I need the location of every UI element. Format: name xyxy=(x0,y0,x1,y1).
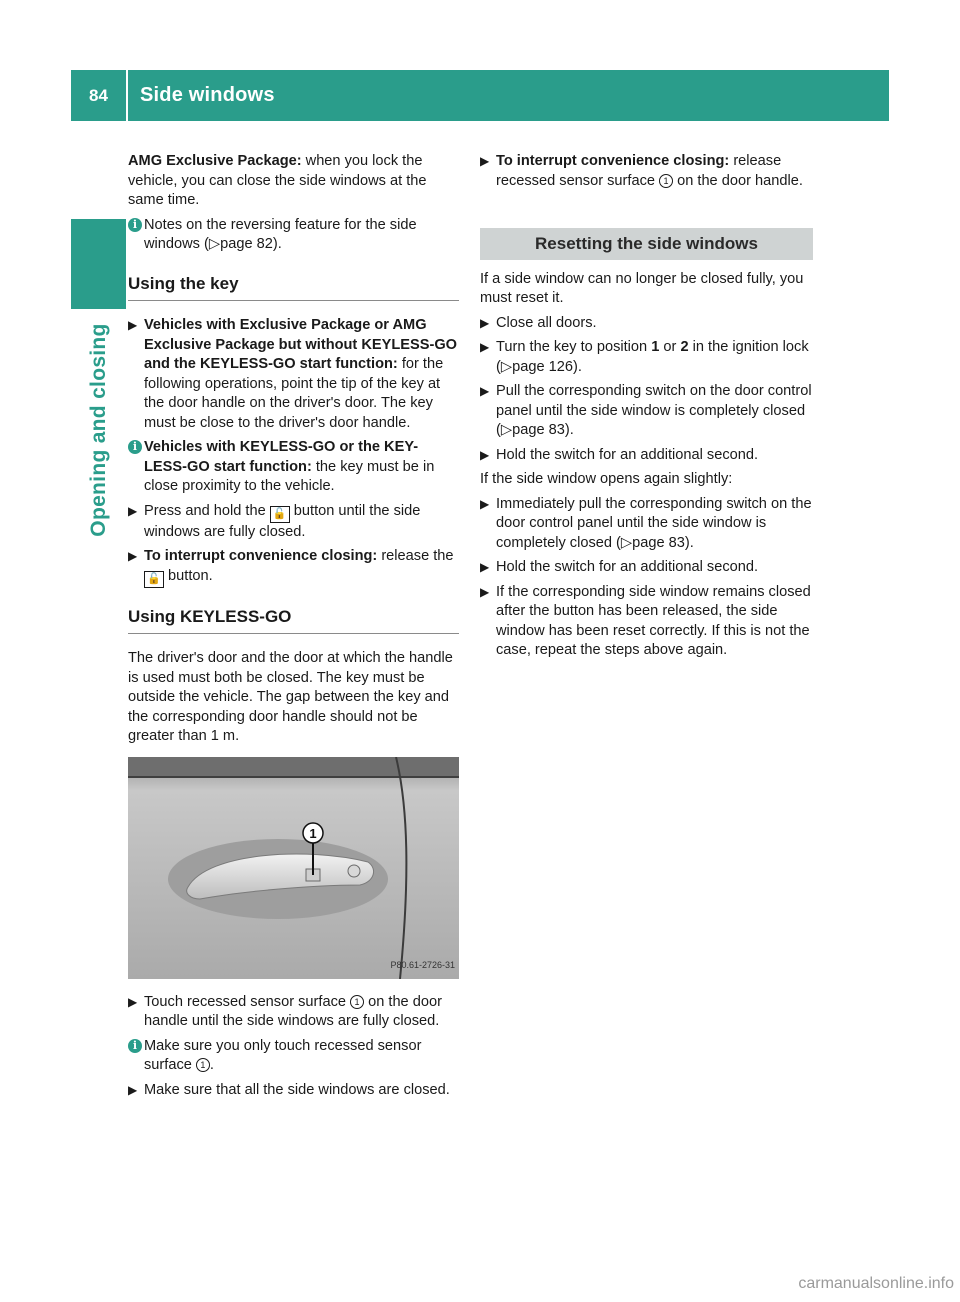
heading-resetting: Resetting the side windows xyxy=(480,228,813,260)
arrow-icon: ▶ xyxy=(480,154,490,168)
heading-using-key: Using the key xyxy=(128,274,459,302)
ref-arrow-icon: ▷ xyxy=(500,358,513,375)
circled-one-icon: 1 xyxy=(659,174,673,188)
page-link[interactable]: page 83 xyxy=(632,534,685,551)
step-pull-switch: ▶ Pull the corresponding switch on the door control panel until the side window is completely closed (▷page 83). xyxy=(480,383,812,438)
arrow-icon: ▶ xyxy=(128,994,138,1009)
side-tab-marker xyxy=(71,219,126,309)
circled-one-icon: 1 xyxy=(196,1058,210,1072)
amg-paragraph: AMG Exclusive Package: when you lock the vehicle, you can close the side windows at the same time. xyxy=(128,153,427,208)
info-icon: i xyxy=(128,440,142,454)
lock-button-icon: 🔓 xyxy=(270,506,290,523)
info-icon: i xyxy=(128,218,142,232)
arrow-icon: ▶ xyxy=(128,318,138,332)
page-link[interactable]: page 126 xyxy=(512,358,573,375)
arrow-icon: ▶ xyxy=(480,315,490,330)
arrow-icon: ▶ xyxy=(480,447,490,462)
page-title: Side windows xyxy=(140,84,275,106)
step-if-remains-closed: ▶ If the corresponding side window remains closed after the button has been released, the side window has been reset correctly. If this is not the case, repeat the steps above again. xyxy=(480,583,811,658)
reopen-paragraph: If the side window opens again slightly: xyxy=(480,471,733,487)
heading-using-keyless-go: Using KEYLESS-GO xyxy=(128,607,459,635)
step-interrupt: ▶ To interrupt convenience closing: release the 🔓 button. xyxy=(128,547,459,588)
arrow-icon: ▶ xyxy=(128,503,138,518)
arrow-icon: ▶ xyxy=(480,584,490,599)
step-check-closed: ▶ Make sure that all the side windows are closed. xyxy=(128,1081,459,1101)
reset-intro: If a side window can no longer be closed fully, you must reset it. xyxy=(480,270,804,306)
left-column xyxy=(128,152,459,1105)
step-turn-key: ▶ Turn the key to position 1 or 2 in the ignition lock (▷page 126). xyxy=(480,339,809,375)
circled-one-icon: 1 xyxy=(350,995,364,1009)
ref-arrow-icon: ▷ xyxy=(208,236,221,252)
step-touch-sensor: ▶ Touch recessed sensor surface 1 on the door handle until the side windows are fully closed. xyxy=(128,993,442,1029)
step-immediately-pull: ▶ Immediately pull the corresponding switch on the door control panel until the side window is completely closed (▷page 83). xyxy=(480,495,812,551)
keyless-paragraph: The driver's door and the door at which the handle is used must both be closed. The key must be outside the vehicle. The gap between the key and the corresponding door handle should not be greater than 1 m. xyxy=(128,650,453,744)
chapter-label: Opening and closing xyxy=(87,323,110,537)
door-handle-figure xyxy=(128,757,459,979)
arrow-icon: ▶ xyxy=(128,1082,138,1097)
page-number: 84 xyxy=(89,85,108,105)
step-press-hold: ▶ Press and hold the 🔓 button until the side windows are fully closed. xyxy=(128,502,421,540)
info-icon: i xyxy=(128,1039,142,1053)
callout-1: 1 xyxy=(309,825,317,841)
figure-code: P80.61-2726-31 xyxy=(390,960,455,970)
note-sensor: i Make sure you only touch recessed sensor surface 1 . xyxy=(128,1037,459,1076)
ref-arrow-icon: ▷ xyxy=(500,422,513,438)
step-hold-switch: ▶ Hold the switch for an additional second. xyxy=(480,446,813,466)
page-link[interactable]: page 83 xyxy=(512,422,565,438)
note-reversing: i Notes on the reversing feature for the side windows (▷page 82). xyxy=(128,216,459,255)
step-hold-switch-again: ▶ Hold the switch for an additional second. xyxy=(480,558,813,578)
step-close-doors: ▶ Close all doors. xyxy=(480,314,813,334)
note-keyless-go: i Vehicles with KEYLESS-GO or the KEY-LESS-GO start function: the key must be in close proximity to the vehicle. xyxy=(128,438,459,497)
arrow-icon: ▶ xyxy=(480,384,490,398)
watermark: carmanualsonline.info xyxy=(798,1275,954,1292)
arrow-icon: ▶ xyxy=(480,560,490,574)
step-interrupt-sensor: ▶ To interrupt convenience closing: release recessed sensor surface 1 on the door handle. xyxy=(480,153,803,189)
lock-button-icon: 🔓 xyxy=(144,571,164,588)
right-column xyxy=(480,152,813,666)
ref-arrow-icon: ▷ xyxy=(620,534,633,551)
arrow-icon: ▶ xyxy=(480,340,490,354)
header-separator xyxy=(126,70,128,121)
arrow-icon: ▶ xyxy=(480,496,490,511)
step-exclusive-package: ▶ Vehicles with Exclusive Package or AMG Exclusive Package but without KEYLESS-GO and the KEYLESS-GO start function: for the following operations, point the tip of the key at the door handle on the driver's door. The key must be close to the driver's door handle. xyxy=(128,317,458,431)
arrow-icon: ▶ xyxy=(128,549,138,563)
door-handle-illustration xyxy=(128,757,459,979)
page-link[interactable]: page 82 xyxy=(220,236,273,252)
